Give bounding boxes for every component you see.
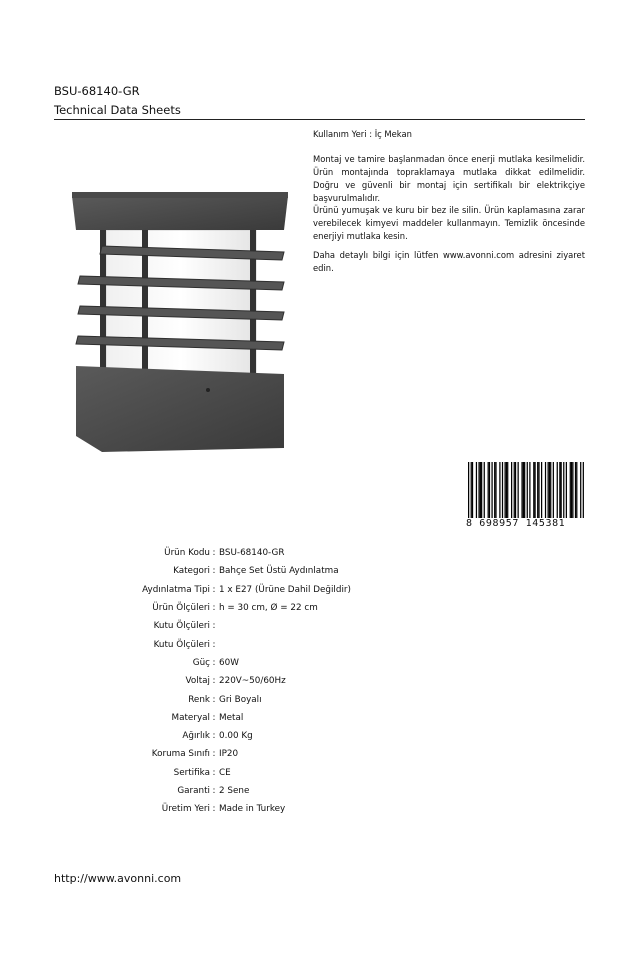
spec-separator: : <box>212 767 216 778</box>
spec-label: Materyal <box>171 712 210 723</box>
spec-label: Voltaj <box>185 676 210 687</box>
spec-row <box>100 782 351 800</box>
spec-value: 2 Sene <box>219 786 250 796</box>
usage-text: Kullanım Yeri : İç Mekan <box>313 129 412 139</box>
care-text: Ürünü yumuşak ve kuru bir bez ile silin. Ürün kaplamasına zarar verebilecek kimyevi maddeler kullanmayın. Temizlik öncesinde enerjiyi mutlaka kesin. <box>313 205 585 241</box>
spec-separator: : <box>212 639 216 650</box>
spec-row <box>100 709 351 727</box>
spec-separator: : <box>212 694 216 705</box>
spec-row <box>100 672 351 690</box>
spec-separator: : <box>212 584 216 595</box>
spec-value: Bahçe Set Üstü Aydınlatma <box>219 566 339 577</box>
spec-value: 220V~50/60Hz <box>219 676 286 687</box>
spec-label: Ürün Kodu <box>164 548 210 559</box>
spec-label: Üretim Yeri <box>161 804 210 815</box>
spec-row <box>100 581 351 599</box>
spec-row <box>100 562 351 580</box>
spec-row <box>100 654 351 672</box>
spec-value: CE <box>219 767 231 778</box>
spec-value: Metal <box>219 712 244 723</box>
spec-value: BSU-68140-GR <box>219 548 285 559</box>
spec-separator: : <box>212 621 216 632</box>
more-info-text: Daha detaylı bilgi için lütfen www.avonni.com adresini ziyaret edin. <box>313 250 585 273</box>
spec-separator: : <box>212 657 216 668</box>
spec-row <box>100 544 351 562</box>
spec-value: Made in Turkey <box>219 804 286 815</box>
spec-row <box>100 764 351 782</box>
spec-separator: : <box>212 712 216 723</box>
spec-label: Ürün Ölçüleri <box>152 603 210 614</box>
spec-label: Ağırlık <box>182 731 210 742</box>
spec-row <box>100 635 351 653</box>
spec-separator: : <box>212 566 216 577</box>
spec-row <box>100 727 351 745</box>
product-photo <box>72 190 288 452</box>
spec-label: Koruma Sınıfı <box>151 749 210 760</box>
spec-label: Aydınlatma Tipi <box>142 584 210 595</box>
spec-row <box>100 599 351 617</box>
spec-value: 0.00 Kg <box>219 731 253 742</box>
spec-separator: : <box>212 749 216 760</box>
spec-row <box>100 800 351 818</box>
product-code-header: BSU-68140-GR <box>54 84 140 98</box>
spec-label: Kutu Ölçüleri <box>153 621 210 632</box>
spec-value: IP20 <box>219 749 239 760</box>
spec-separator: : <box>212 676 216 687</box>
spec-row <box>100 745 351 763</box>
spec-value: h = 30 cm, Ø = 22 cm <box>219 603 318 614</box>
spec-label: Garanti <box>177 786 210 796</box>
barcode-digits: 8 698957 145381 <box>466 518 586 529</box>
footer-url: http://www.avonni.com <box>54 872 182 885</box>
spec-value: Gri Boyalı <box>219 694 262 705</box>
spec-label: Sertifika <box>173 767 210 778</box>
spec-value: 60W <box>219 657 239 668</box>
spec-row <box>100 690 351 708</box>
spec-separator: : <box>212 603 216 614</box>
spec-separator: : <box>212 548 216 559</box>
spec-separator: : <box>212 786 216 796</box>
spec-table <box>100 544 351 818</box>
spec-label: Renk <box>188 694 210 705</box>
spec-separator: : <box>212 731 216 742</box>
spec-value: 1 x E27 (Ürüne Dahil Değildir) <box>219 584 351 595</box>
document-subtitle: Technical Data Sheets <box>54 103 181 117</box>
spec-label: Kategori <box>173 566 210 577</box>
spec-separator: : <box>212 804 216 815</box>
spec-label: Güç <box>192 657 210 668</box>
spec-row <box>100 617 351 635</box>
warning-text: Montaj ve tamire başlanmadan önce enerji mutlaka kesilmelidir. Ürün montajında topraklamaya mutlaka dikkat edilmelidir. Doğru ve güvenli bir montaj için sertifikalı bir elektrikçiye başvurulmalıdır. <box>313 154 585 203</box>
header-divider <box>54 119 585 120</box>
spec-label: Kutu Ölçüleri <box>153 639 210 650</box>
